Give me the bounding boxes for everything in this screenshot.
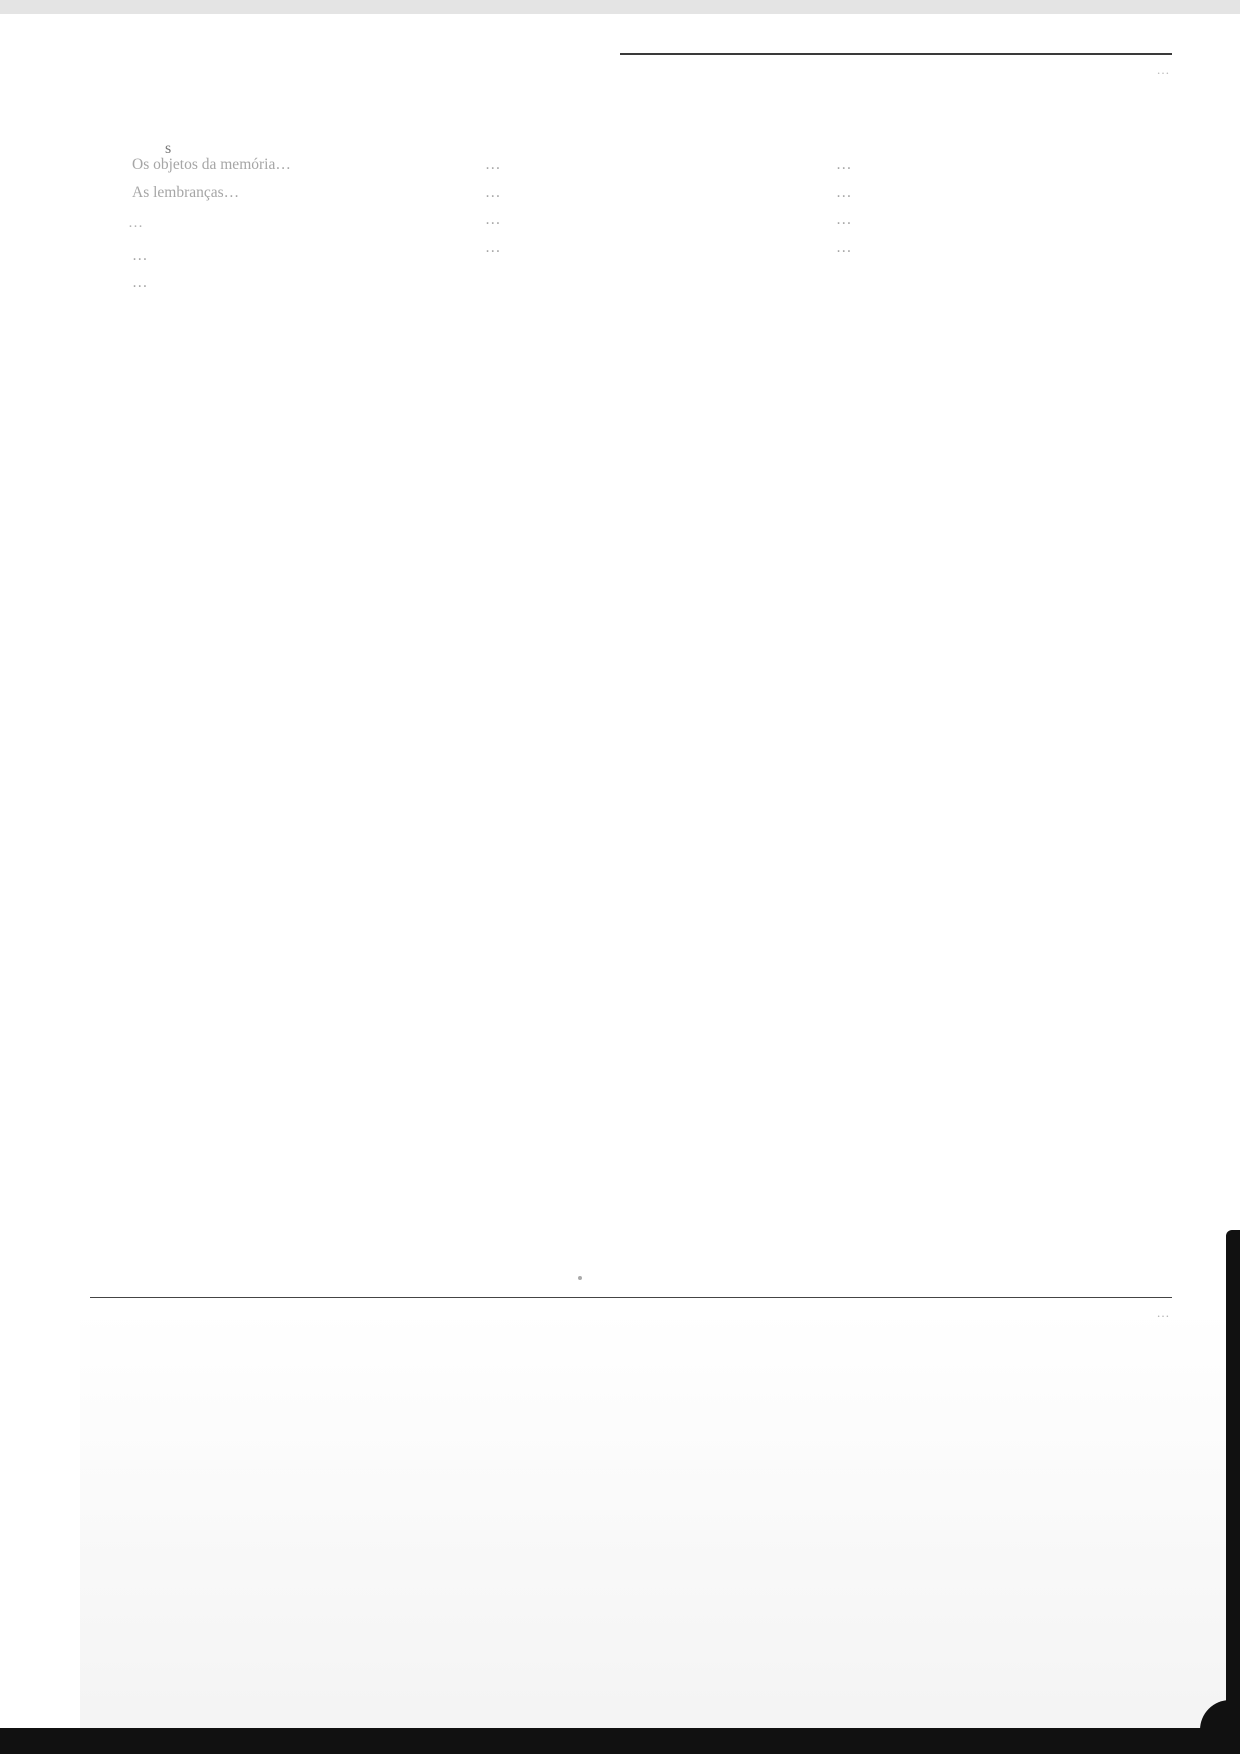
paragraph: As lembranças… [132,183,240,201]
text-column-2 [467,156,757,1266]
scanner-edge-right [1226,1230,1240,1754]
margin-mark: s [165,140,172,157]
paragraph: Os objetos da memória… [132,156,291,173]
center-dot [578,1276,582,1280]
paragraph: … [485,211,501,229]
text-column-3 [818,156,1108,1266]
paragraph: … [485,238,501,256]
running-header: … [1156,62,1170,77]
paragraph: … [132,246,148,264]
footer-rule [90,1297,1172,1298]
running-footer: … [1156,1305,1170,1320]
header-rule [620,53,1172,55]
paragraph: … [836,238,852,256]
paragraph: … [836,183,852,201]
scan-lower-shade [80,1310,1240,1754]
scanner-edge-bottom [0,1728,1240,1754]
paragraph: … [132,274,148,292]
block-quote: … [128,215,143,232]
scan-top-band [0,0,1240,14]
paragraph: … [836,211,852,229]
paragraph: … [485,183,501,201]
text-column-1 [114,156,404,1266]
paragraph: … [836,156,852,173]
paragraph: … [485,156,501,173]
